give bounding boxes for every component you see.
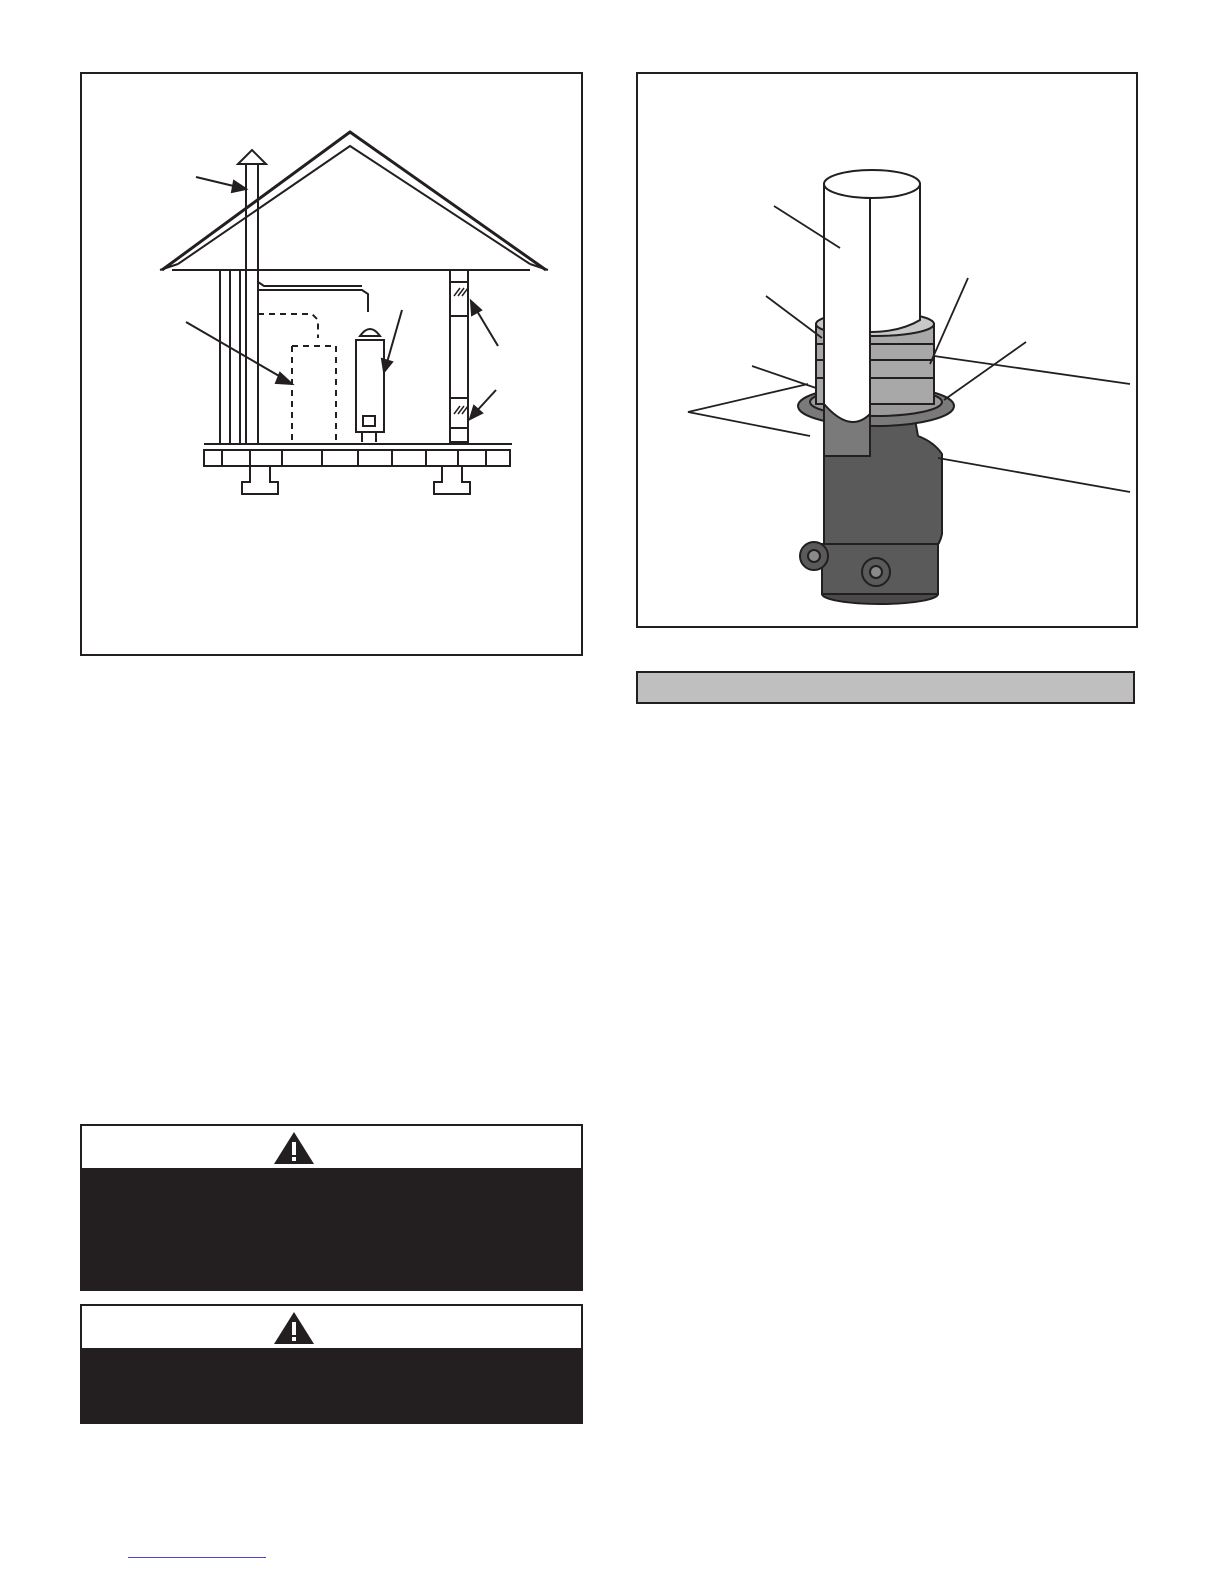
warning-header-1: [82, 1126, 581, 1168]
vent-pipe-adapter-illustration: [638, 74, 1140, 630]
warning-box-2: [80, 1304, 583, 1424]
warning-triangle-icon: [272, 1310, 316, 1346]
warning-box-1: [80, 1124, 583, 1291]
figure-vent-pipe-adapter: [636, 72, 1138, 628]
figure-house-cross-section: [80, 72, 583, 656]
warning-triangle-icon: [272, 1130, 316, 1166]
warning-header-2: [82, 1306, 581, 1348]
footer-link-rule: [128, 1557, 266, 1558]
house-cross-section-illustration: [82, 74, 585, 658]
table-header-bar: [636, 671, 1135, 704]
